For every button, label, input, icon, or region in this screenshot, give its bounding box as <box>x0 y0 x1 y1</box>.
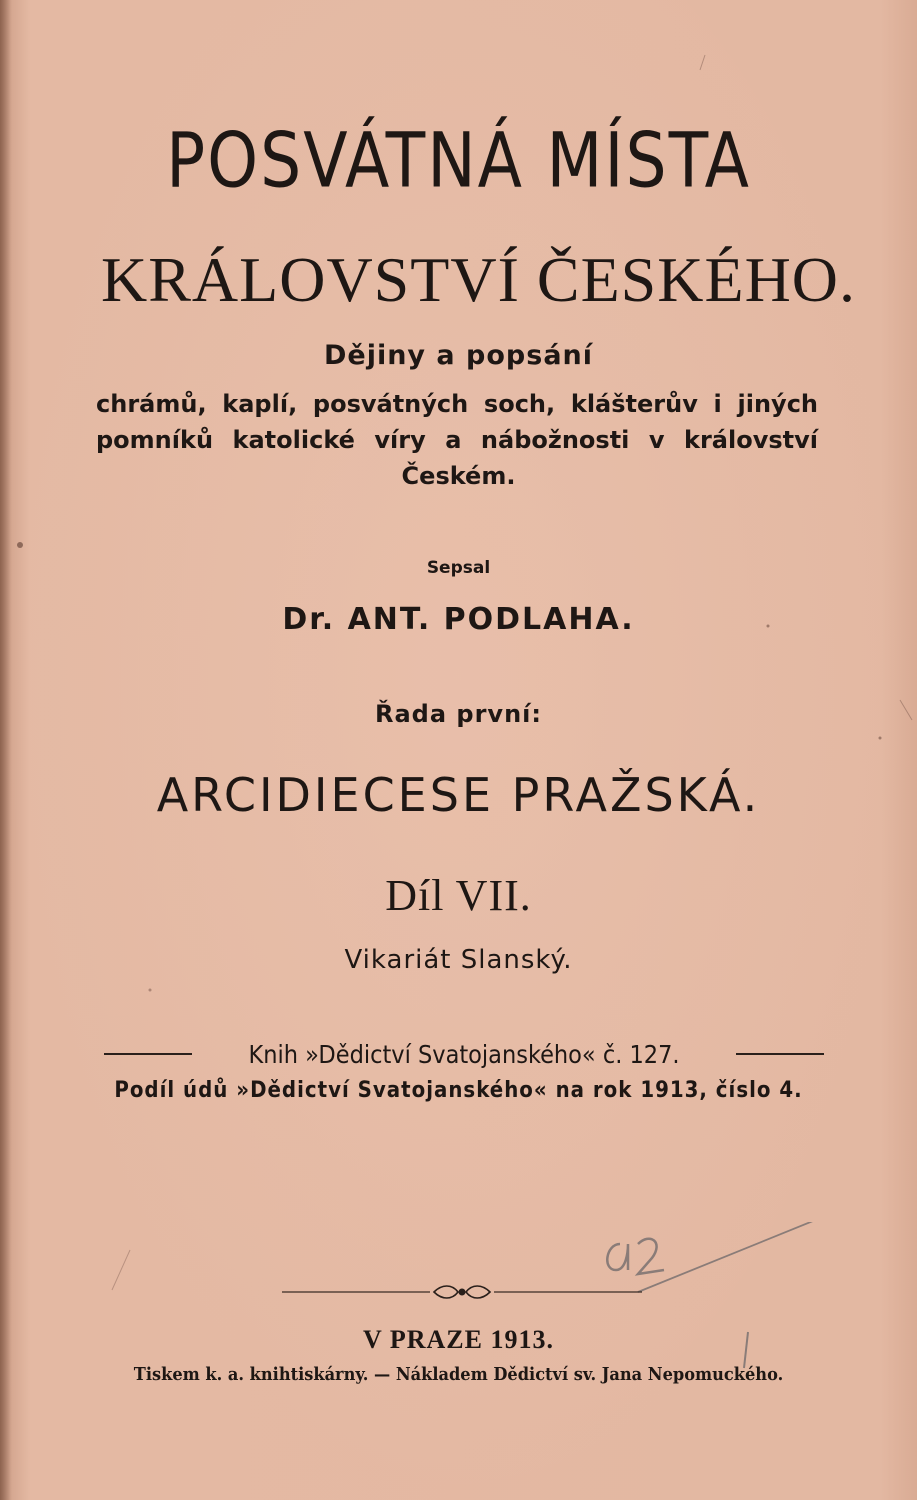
share-line: Podíl údů »Dědictví Svatojanského« na rok 1913, číslo 4. <box>114 1078 803 1103</box>
title-line-1: POSVÁTNÁ MÍSTA <box>166 115 751 205</box>
rule-left <box>104 1053 192 1055</box>
description <box>96 386 818 458</box>
author-name: Dr. ANT. PODLAHA. <box>282 602 635 637</box>
books-text: Knih »Dědictví Svatojanského« č. 127. <box>248 1039 680 1069</box>
diocese-title: ARCIDIECESE PRAŽSKÁ. <box>156 768 761 822</box>
printer-line: Tiskem k. a. knihtiskárny. — Nákladem Dědictví sv. Jana Nepomuckého. <box>133 1364 784 1385</box>
description-line-3: Českém. <box>401 462 516 490</box>
volume-number: Díl VII. <box>385 871 532 920</box>
rule-right <box>736 1053 824 1055</box>
vicariate-name: Vikariát Slanský. <box>344 945 573 975</box>
title-line-2: KRÁLOVSTVÍ ČESKÉHO. <box>101 244 856 315</box>
ornament-divider <box>282 1280 642 1304</box>
description-line-1: chrámů, kaplí, posvátných soch, klášterův i jiných <box>96 390 818 418</box>
author-label: Sepsal <box>426 558 491 578</box>
subtitle: Dějiny a popsání <box>323 340 594 371</box>
series-label: Řada první: <box>375 700 542 728</box>
spine-shadow <box>0 0 12 1500</box>
description-line-2: pomníků katolické víry a nábožnosti v království <box>96 426 818 454</box>
place-and-year: V PRAZE 1913. <box>363 1325 554 1354</box>
books-line <box>104 1036 824 1072</box>
